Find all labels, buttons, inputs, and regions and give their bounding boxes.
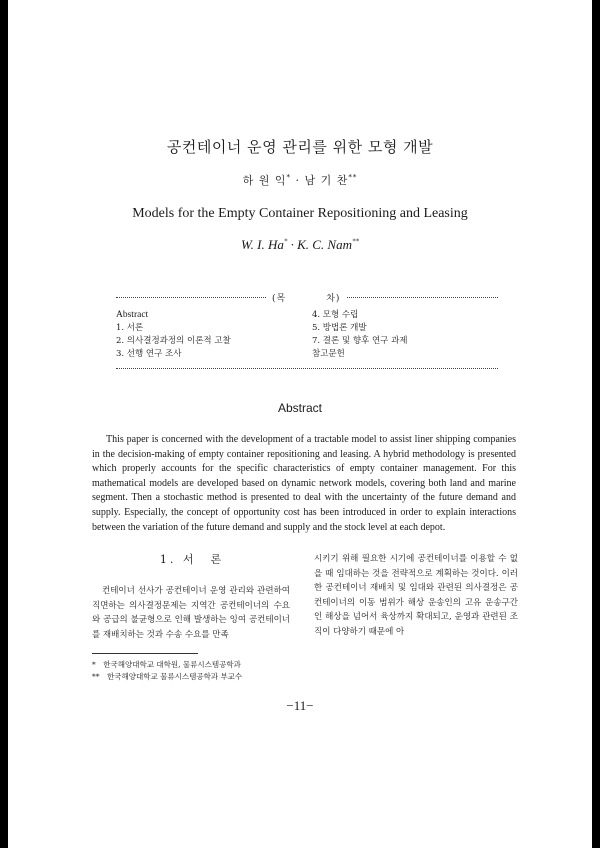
- body-paragraph: 시키기 위해 필요한 시기에 공컨테이너를 이용할 수 없을 때 임대하는 것을 전략적으로 계획하는 것이다. 이러한 공컨테이너 재배치 및 임대와 관련된 의사결정은 공컨테이너의 이동 범위가 해상 운송인의 고유 운송구간인 해상을 넘어서 육상까지 확대되고, 운영과 관련된 조직이 다양하기 때문에 아: [314, 554, 518, 637]
- paper-title-english: Models for the Empty Container Repositioning and Leasing: [132, 206, 468, 221]
- table-of-contents: [116, 294, 498, 369]
- scan-right-edge: [592, 0, 600, 848]
- abstract-paragraph: This paper is concerned with the development of a tractable model to assist liner shipping companies in the decision-making of empty container repositioning and leasing. A hybrid methodology is presented which properly accounts for the specific characteristics of empty container management. For this mathematical models are developed based on dynamic network models, covering both land and marine segment. Then a stochastic method is presented to deal with the uncertainty of the future demand and supply. Especially, the concept of opportunity cost has been introduced in order to explain interactions between the variation of the future demand and supply and the stock level at each depot.: [92, 434, 516, 533]
- author-separator-en: ·: [290, 237, 294, 252]
- toc-item: 1. 서론: [116, 323, 144, 333]
- paper-title-korean: 공컨테이너 운영 관리를 위한 모형 개발: [166, 138, 434, 156]
- abstract-body: [92, 433, 516, 535]
- toc-heading: (목 차): [266, 291, 346, 304]
- toc-item: 3. 선행 연구 조사: [116, 349, 182, 359]
- toc-item: 2. 의사결정과정의 이론적 고찰: [116, 336, 231, 346]
- footnote-divider: [92, 653, 198, 654]
- toc-right-column: [312, 309, 408, 361]
- author-1-mark-en: *: [283, 237, 288, 246]
- body-right-column: [314, 552, 518, 639]
- author-2-name-en: K. C. Nam: [297, 237, 352, 252]
- author-2-mark-en: **: [352, 237, 359, 246]
- scan-left-edge: [0, 0, 8, 848]
- abstract-heading: Abstract: [277, 401, 322, 415]
- toc-item: 5. 방법론 개발: [312, 323, 367, 333]
- toc-item: 참고문헌: [312, 349, 345, 359]
- toc-item: Abstract: [116, 310, 149, 320]
- footnote: * 한국해양대학교 대학원, 물류시스템공학과: [92, 660, 241, 669]
- authors-english: [0, 237, 600, 253]
- page-number: −11−: [286, 698, 314, 713]
- authors-korean: [0, 172, 600, 188]
- toc-item: 7. 결론 및 향후 연구 과제: [312, 336, 408, 346]
- toc-left-column: [116, 309, 231, 361]
- section-1-heading: 1. 서 론: [159, 553, 225, 566]
- toc-item: 4. 모형 수립: [312, 310, 359, 320]
- author-2-mark: **: [348, 173, 358, 182]
- body-left-column: [92, 584, 290, 642]
- author-1-name-en: W. I. Ha: [240, 237, 284, 252]
- author-1-name: 하 원 익: [242, 174, 287, 187]
- author-separator: ·: [295, 174, 300, 187]
- author-1-mark: *: [286, 173, 291, 182]
- author-2-name: 남 기 찬: [304, 174, 349, 187]
- footnotes: [92, 659, 242, 683]
- footnote: ** 한국해양대학교 물류시스템공학과 부교수: [92, 672, 243, 681]
- body-paragraph: 컨테이너 선사가 공컨테이너 운영 관리와 관련하여 직면하는 의사결정문제는 지역간 공컨테이너의 수요와 공급의 불균형으로 인해 발생하는 잉여 공컨테이너를 재배치하는 것과 수송 수요를 만족: [92, 586, 290, 640]
